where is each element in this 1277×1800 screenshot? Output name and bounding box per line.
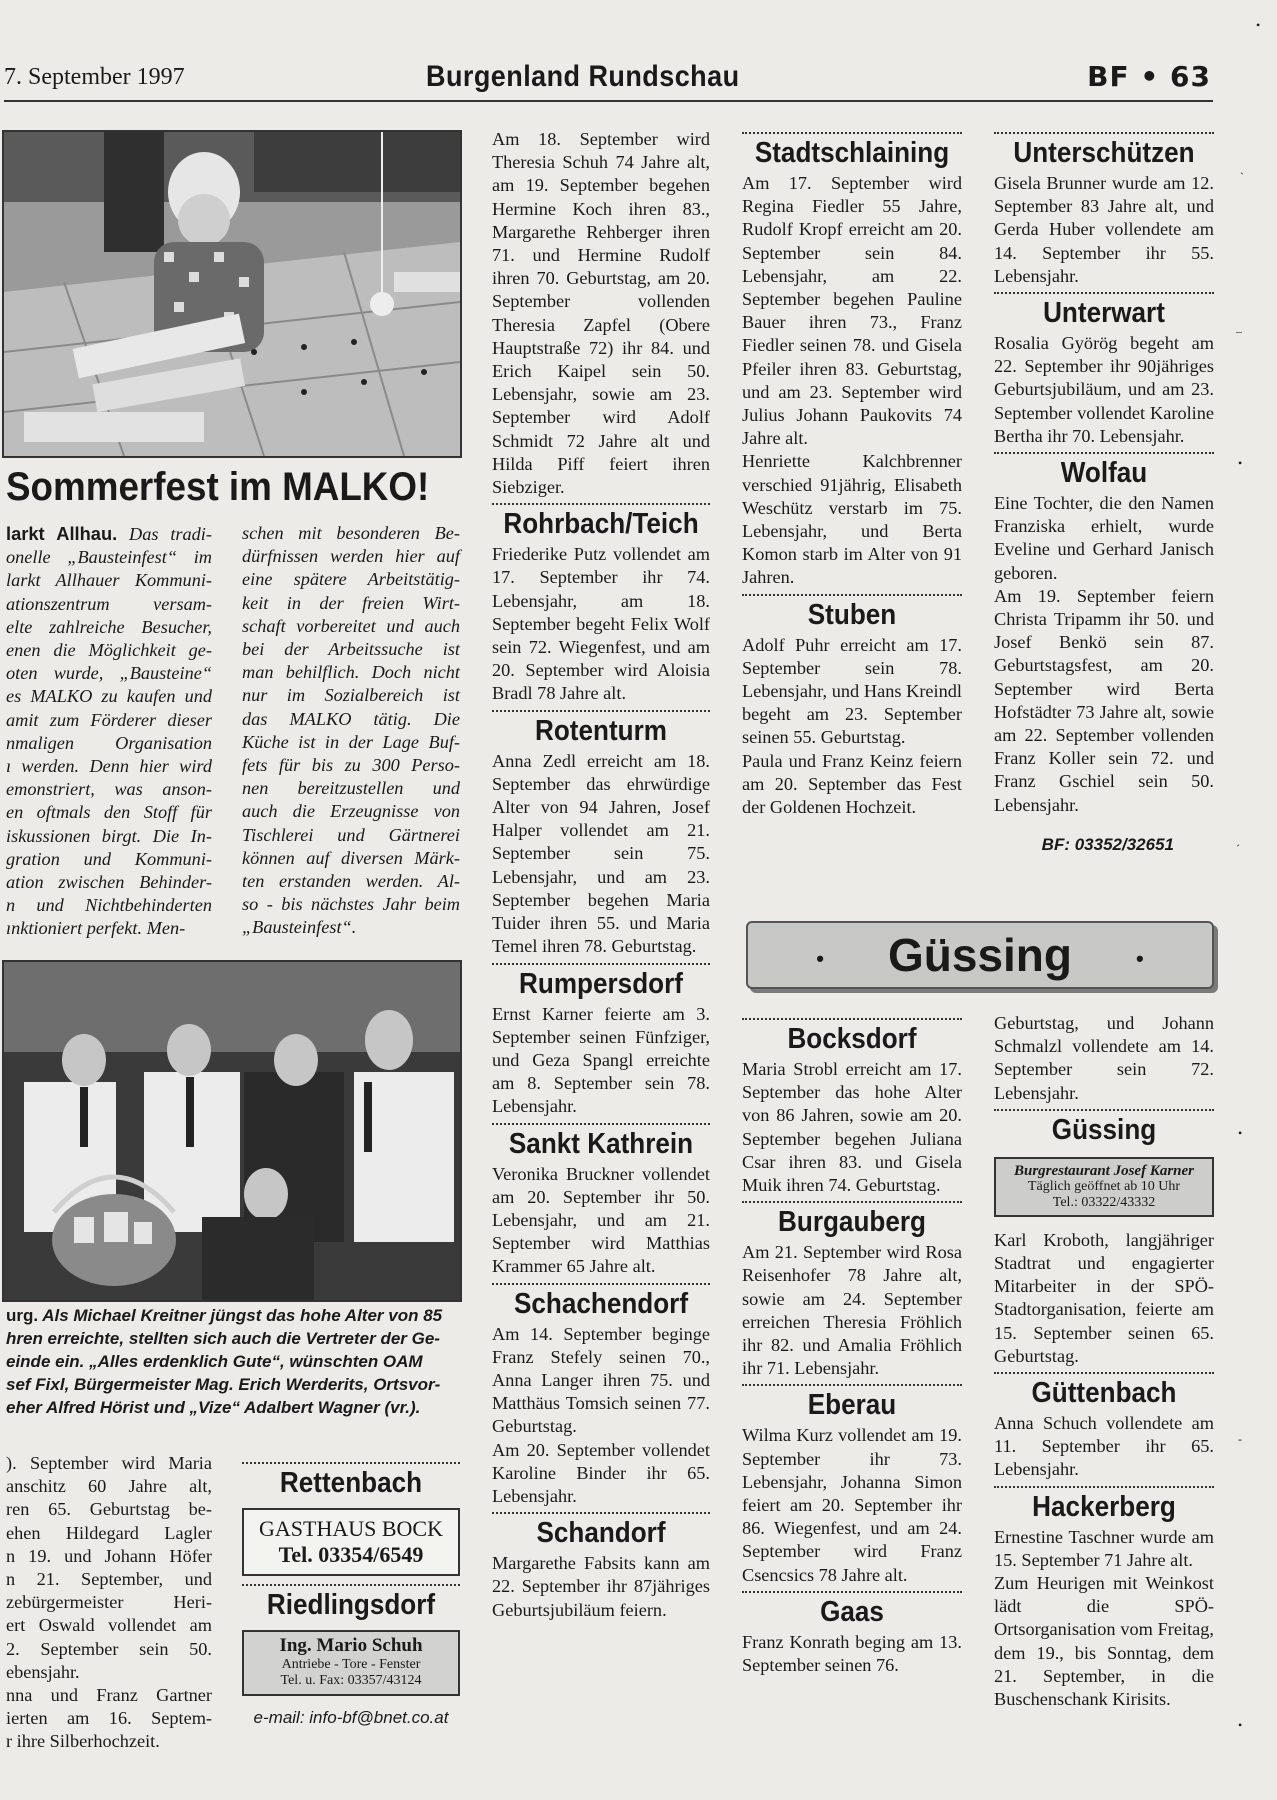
text-line: eine spätere Arbeitstätig- bbox=[242, 569, 460, 590]
text-line: so - bis nächstes Jahr beim bbox=[242, 894, 460, 915]
divider bbox=[242, 1584, 460, 1586]
section-text: Adolf Puhr erreicht am 17. September sein 78. Lebensjahr, und Hans Kreindl begeht am 23. September seinen 55. Geburtstag. bbox=[742, 634, 962, 748]
divider bbox=[994, 452, 1214, 454]
divider bbox=[742, 1384, 962, 1386]
place-name: larkt Allhau. bbox=[6, 523, 118, 544]
text-run: ı werden. Denn hier wird bbox=[6, 756, 212, 777]
text-line: Küche ist in der Lage Buf- bbox=[242, 731, 460, 752]
sommerfest-col1 bbox=[6, 522, 212, 941]
text-run: oten wurde, „Bausteine“ bbox=[6, 663, 212, 684]
column-4-top bbox=[742, 128, 962, 819]
divider bbox=[742, 1018, 962, 1020]
section-title: Hackerberg bbox=[1032, 1490, 1176, 1523]
divider bbox=[492, 710, 710, 712]
text-run: es MALKO zu kaufen und bbox=[6, 686, 212, 707]
caption-text: einde ein. „Alles erdenklich Gute“, wünschten OAM bbox=[6, 1352, 423, 1371]
section-text: Am 19. September feiern Christa Tripamm ihr 50. und Josef Benkö sein 87. Geburtstagsfest, am 20. September wird Berta Hofstädter 73 Jahre alt, sowie am 22. September vollenden Franz Koller sein 72. und Franz Gschiel sein 50. Lebensjahr. bbox=[994, 585, 1214, 815]
guessing-banner bbox=[746, 921, 1214, 989]
text-line: ierten am 16. Septem- bbox=[6, 1708, 212, 1729]
divider bbox=[742, 1201, 962, 1203]
text-line bbox=[6, 848, 212, 871]
section-text: Maria Strobl erreicht am 17. September das hohe Alter von 86 Jahren, sowie am 20. September begehen Juliana Csar ihren 83. und Gisela Muik ihren 74. Geburtstag. bbox=[742, 1059, 962, 1196]
text-line: r ihre Silberhochzeit. bbox=[6, 1731, 160, 1752]
section-title: Burgauberg bbox=[778, 1206, 926, 1239]
group-photo-graphic bbox=[4, 962, 460, 1300]
margin-mark: • bbox=[1256, 18, 1261, 32]
text-line bbox=[6, 593, 212, 616]
text-run: amit zum Förderer dieser bbox=[6, 709, 212, 730]
newspaper-title: Burgenland Rundschau bbox=[426, 60, 740, 93]
divider bbox=[492, 963, 710, 965]
text-line: fets für bis zu 300 Perso- bbox=[242, 755, 460, 776]
caption-text: sef Fixl, Bürgermeister Mag. Erich Werderits, Ortsvor- bbox=[6, 1375, 441, 1394]
text-line: nen bereitzustellen und bbox=[242, 778, 460, 799]
text-line: ren 65. Geburtstag be- bbox=[6, 1499, 212, 1520]
divider bbox=[742, 1591, 962, 1593]
divider bbox=[742, 594, 962, 596]
section-text: Ernestine Taschner wurde am 15. September 71 Jahre alt. bbox=[994, 1526, 1214, 1570]
text-line: ). September wird Maria bbox=[6, 1453, 212, 1473]
column-5-top bbox=[994, 128, 1214, 856]
margin-mark: • bbox=[1238, 1126, 1243, 1140]
text-run: ation zwischen Behinder- bbox=[6, 872, 212, 893]
text-line bbox=[6, 546, 212, 569]
text-run: onelle „Bausteinfest“ im bbox=[6, 547, 212, 568]
section-title: Bocksdorf bbox=[787, 1023, 917, 1055]
left-bottom-text bbox=[6, 1452, 212, 1754]
section-text: Zum Heurigen mit Weinkost lädt die SPÖ-Ortsorganisation vom Freitag, dem 19., bis Sonntag, dem 21. September, in die Buschenschank Kirisits. bbox=[994, 1573, 1214, 1710]
text-line: „Bausteinfest“. bbox=[242, 917, 357, 938]
text-line bbox=[6, 871, 212, 894]
column-3-intro: Am 18. September wird Theresia Schuh 74 Jahre alt, am 19. September begehen Hermine Koch ihren 83., Margarethe Rehberger ihren 71. und Hermine Rudolf ihren 70. Geburtstag, am 20. September vollenden Theresia Zapfel (Obere Hauptstraße 72) ihr 84. und Erich Kaipel sein 50. Lebensjahr, sowie am 23. September wird Adolf Schmidt 72 Jahre alt und Hilda Piff feiert ihren Siebziger. bbox=[492, 129, 710, 498]
bf-phone: BF: 03352/32651 bbox=[1041, 834, 1174, 854]
ad-rest-line1: Täglich geöffnet ab 10 Uhr bbox=[1027, 1178, 1181, 1194]
text-line: zebürgermeister Heri- bbox=[6, 1592, 212, 1613]
section-text: Gisela Brunner wurde am 12. September 83 Jahre alt, und Gerda Huber vollendete am 14. September ihr 55. Lebensjahr. bbox=[994, 173, 1214, 286]
divider bbox=[492, 1283, 710, 1285]
section-title: Güttenbach bbox=[1031, 1377, 1177, 1410]
text-line bbox=[6, 662, 212, 685]
text-line bbox=[6, 755, 212, 778]
ad-gasthaus-bock bbox=[242, 1508, 460, 1576]
text-line: anschitz 60 Jahre alt, bbox=[6, 1476, 212, 1497]
divider bbox=[994, 1372, 1214, 1374]
text-line: schaft vorbereitet und auch bbox=[242, 615, 460, 636]
text-line bbox=[6, 778, 212, 801]
section-text: Henriette Kalchbrenner verschied 91jährig, Elisabeth Weschütz verstarb im 75. Lebensjahr, und Berta Komon starb im Alter von 91 Jahren. bbox=[742, 451, 962, 588]
section-title: Eberau bbox=[807, 1389, 897, 1422]
section-title: Wolfau bbox=[1060, 457, 1148, 490]
caption-text: eher Alfred Hörist und „Vize“ Adalbert Wagner (vr.). bbox=[6, 1398, 421, 1417]
ad-mario-line1: Antriebe - Tore - Fenster bbox=[281, 1657, 421, 1672]
margin-mark: - bbox=[1238, 1432, 1242, 1446]
text-line bbox=[6, 709, 212, 732]
ad-gasthaus-name: GASTHAUS BOCK bbox=[259, 1516, 443, 1541]
section-text: Eine Tochter, die den Namen Franziska erhielt, wurde Eveline und Gerhard Janisch geboren. bbox=[994, 493, 1214, 583]
section-text: Margarethe Fabsits kann am 22. September ihr 87jähriges Geburtsjubiläum feiern. bbox=[492, 1553, 710, 1620]
banner-bullet-right: • bbox=[1136, 945, 1144, 971]
divider bbox=[994, 1109, 1214, 1111]
caption-text: hren erreichte, stellten sich auch die Vertreter der Ge- bbox=[6, 1329, 440, 1348]
text-line bbox=[6, 639, 212, 662]
sommerfest-headline: Sommerfest im MALKO! bbox=[6, 465, 430, 509]
issue-date: 7. September 1997 bbox=[4, 64, 185, 90]
text-run: en oftmals den Stoff für bbox=[6, 802, 212, 823]
ad-mario-schuh bbox=[242, 1630, 460, 1696]
divider bbox=[242, 1462, 460, 1464]
ad-mario-name: Ing. Mario Schuh bbox=[279, 1635, 423, 1656]
text-line: dürfnissen werden hier auf bbox=[242, 546, 460, 567]
email-contact: e-mail: info-bf@bnet.co.at bbox=[253, 1708, 449, 1727]
text-run: n und Nichtbehinderten bbox=[6, 895, 212, 916]
divider bbox=[994, 132, 1214, 134]
text-run: gration und Kommuni- bbox=[6, 848, 212, 869]
text-line bbox=[6, 732, 212, 755]
section-text: Wilma Kurz vollendet am 19. September ihr 73. Lebensjahr, Johanna Simon feiert am 20. September ihr 86. Wiegenfest, und am 24. September wird Franz Csencsics 78 Jahre alt. bbox=[742, 1425, 962, 1585]
section-title: Stadtschlaining bbox=[754, 137, 950, 169]
text-run: larkt Allhauer Kommuni- bbox=[6, 570, 212, 591]
section-text: Am 17. September wird Regina Fiedler 55 Jahre, Rudolf Kropf erreicht am 20. September sein 84. Lebensjahr, am 22. September begehen Pauline Bauer ihren 73., Franz Fiedler seinen 78. und Gisela Pfeiler ihren 83. Geburtstag, und am 23. September wird Julius Johann Paukovits 74 Jahre alt. bbox=[742, 173, 962, 449]
divider bbox=[492, 503, 710, 505]
text-run: enen die Möglichkeit ge- bbox=[6, 640, 212, 661]
margin-mark: • bbox=[1238, 1718, 1243, 1732]
ad-rest-line2: Tel.: 03322/43332 bbox=[1052, 1194, 1156, 1210]
margin-mark: – bbox=[1236, 324, 1242, 338]
top-photo bbox=[2, 130, 462, 458]
caption-line bbox=[6, 1350, 460, 1373]
caption-line bbox=[6, 1396, 460, 1419]
sommerfest-col2 bbox=[242, 522, 460, 940]
text-line: ert Oswald vollendet am bbox=[6, 1615, 212, 1636]
section-text: Friederike Putz vollendet am 17. September ihr 74. Lebensjahr, am 18. September begeht Felix Wolf sein 72. Wiegenfest, und am 20. September wird Aloisia Bradl 78 Jahre alt. bbox=[492, 544, 710, 704]
section-title: Stuben bbox=[807, 598, 897, 631]
section-title: Rotenturm bbox=[535, 714, 667, 747]
text-line: keit in der freien Wirt- bbox=[242, 592, 460, 613]
margin-mark: • bbox=[1238, 456, 1243, 470]
section-title: Unterschützen bbox=[1013, 137, 1195, 169]
section-text: Rosalia Györög begeht am 22. September ihr 90jähriges Geburtsjubiläum, und am 23. September vollendet Karoline Bertha ihr 70. Lebensjahr. bbox=[994, 333, 1214, 446]
column-5-intro: Geburtstag, und Johann Schmalzl vollendete am 14. September sein 72. Lebensjahr. bbox=[994, 1013, 1214, 1103]
section-title-rettenbach: Rettenbach bbox=[279, 1467, 423, 1499]
section-title: Unterwart bbox=[1043, 297, 1165, 330]
text-run: ationszentrum versam- bbox=[6, 593, 212, 614]
section-title-riedlingsdorf: Riedlingsdorf bbox=[266, 1589, 436, 1621]
divider bbox=[994, 1486, 1214, 1488]
banner-bullet-left: • bbox=[816, 945, 824, 971]
photo-caption bbox=[6, 1304, 460, 1419]
text-run: emonstriert, was anson- bbox=[6, 779, 212, 800]
caption-line bbox=[6, 1327, 460, 1350]
section-text: Am 21. September wird Rosa Reisenhofer 78 Jahre alt, sowie am 24. September erreichen Theresia Fröhlich ihr 82. und Amalia Fröhlich ihr 71. Lebensjahr. bbox=[742, 1242, 962, 1379]
section-title: Gaas bbox=[820, 1595, 884, 1628]
section-text: Am 20. September vollendet Karoline Binder ihr 65. Lebensjahr. bbox=[492, 1439, 710, 1506]
text-line: schen mit besonderen Be- bbox=[242, 523, 460, 543]
ad-gasthaus-tel: Tel. 03354/6549 bbox=[278, 1542, 424, 1567]
text-line bbox=[6, 894, 212, 917]
text-line bbox=[6, 801, 212, 824]
ads-column bbox=[242, 1458, 460, 1729]
caption-line bbox=[6, 1304, 460, 1327]
section-text: Am 14. September beginge Franz Stefely seinen 70., Anna Langer ihren 75. und Matthäus Tomsich seinen 77. Geburtstag. bbox=[492, 1323, 710, 1437]
text-line: bei der Arbeitssuche ist bbox=[242, 639, 460, 660]
text-line: auch die Erzeugnisse von bbox=[242, 801, 460, 822]
caption-place: urg. bbox=[6, 1306, 39, 1325]
column-5-bottom bbox=[994, 1012, 1214, 1711]
section-text: Franz Konrath beging am 13. September seinen 76. bbox=[742, 1631, 962, 1676]
section-text: Anna Zedl erreicht am 18. September das ehrwürdige Alter von 94 Jahren, Josef Halper vollendet am 21. September sein 75. Lebensjahr, und am 23. September begehen Maria Tuider ihren 55. und Maria Temel ihren 78. Geburtstag. bbox=[492, 750, 710, 957]
caption-line bbox=[6, 1373, 460, 1396]
text-line bbox=[6, 685, 212, 708]
text-line bbox=[6, 616, 212, 639]
text-line: 2. September sein 50. bbox=[6, 1638, 212, 1659]
text-run: Das tradi- bbox=[117, 524, 212, 544]
text-line: ehen Hildegard Lagler bbox=[6, 1522, 212, 1543]
page-number: BF • 63 bbox=[1087, 60, 1211, 93]
section-text: Paula und Franz Keinz feiern am 20. September das Fest der Goldenen Hochzeit. bbox=[742, 750, 962, 818]
text-line: man behilflich. Doch nicht bbox=[242, 662, 460, 683]
text-line: nur im Sozialbereich ist bbox=[242, 685, 460, 706]
text-line: das MALKO tätig. Die bbox=[242, 708, 460, 729]
section-text: Ernst Karner feierte am 3. September seinen Fünfziger, und Geza Spangl erreichte am 8. September sein 78. Lebensjahr. bbox=[492, 1003, 710, 1117]
text-line: ten erstanden werden. Al- bbox=[242, 871, 460, 892]
column-3 bbox=[492, 128, 710, 1622]
ad-burgrestaurant bbox=[994, 1157, 1214, 1217]
text-line bbox=[6, 917, 212, 940]
text-line: Tischlerei und Gärtnerei bbox=[242, 824, 460, 845]
text-line bbox=[6, 825, 212, 848]
section-title: Rohrbach/Teich bbox=[503, 508, 699, 541]
column-4-bottom bbox=[742, 1014, 962, 1677]
divider bbox=[492, 1123, 710, 1125]
text-run: ınktioniert perfekt. Men- bbox=[6, 918, 186, 939]
text-line bbox=[6, 522, 212, 546]
divider bbox=[994, 292, 1214, 294]
divider bbox=[492, 1512, 710, 1514]
section-text: Karl Kroboth, langjähriger Stadtrat und engagierter Mitarbeiter in der SPÖ-Stadtorganisation, feierte am 15. September seinen 65. Geburtstag. bbox=[994, 1229, 1214, 1366]
text-run: iskussionen birgt. Die In- bbox=[6, 825, 212, 846]
section-title: Schachendorf bbox=[513, 1287, 689, 1320]
text-run: nmaligen Organisation bbox=[6, 732, 212, 753]
section-text: Anna Schuch vollendete am 11. September ihr 65. Lebensjahr. bbox=[994, 1413, 1214, 1480]
text-line: können auf diversen Märk- bbox=[242, 847, 460, 868]
ad-rest-name: Burgrestaurant Josef Karner bbox=[1013, 1162, 1195, 1179]
text-line: nna und Franz Gartner bbox=[6, 1685, 212, 1706]
caption-text: Als Michael Kreitner jüngst das hohe Alter von 85 bbox=[38, 1306, 443, 1325]
group-photo bbox=[2, 960, 462, 1302]
text-line bbox=[6, 569, 212, 592]
margin-mark: ´ bbox=[1236, 842, 1240, 856]
section-text: Veronika Bruckner vollendet am 20. September ihr 50. Lebensjahr, und am 21. September wird Matthias Krammer 65 Jahre alt. bbox=[492, 1163, 710, 1277]
child-photo-graphic bbox=[4, 132, 460, 456]
ad-mario-line2: Tel. u. Fax: 03357/43124 bbox=[280, 1673, 422, 1688]
banner-title: Güssing bbox=[887, 929, 1073, 981]
section-title: Schandorf bbox=[536, 1517, 666, 1550]
section-title: Sankt Kathrein bbox=[508, 1127, 694, 1160]
text-line: n 19. und Johann Höfer bbox=[6, 1545, 212, 1566]
text-line: ebensjahr. bbox=[6, 1661, 80, 1682]
text-run: elte zahlreiche Besucher, bbox=[6, 616, 212, 637]
divider bbox=[742, 132, 962, 134]
section-title-guessing: Güssing bbox=[1051, 1113, 1157, 1146]
margin-mark: ` bbox=[1240, 170, 1244, 184]
header-rule bbox=[4, 100, 1213, 102]
text-line: n 21. September, und bbox=[6, 1569, 212, 1590]
section-title: Rumpersdorf bbox=[519, 967, 683, 1000]
